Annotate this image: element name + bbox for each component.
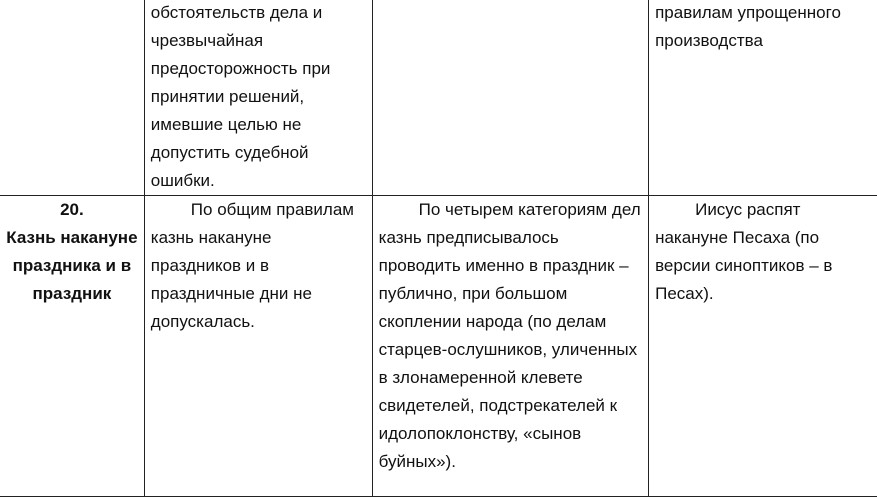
table-cell [144,196,372,497]
cell-text: По четырем категориям дел казнь предписывалось проводить именно в праздник – публично, при большом скоплении народа (по делам старцев-ослушников, уличенных в злонамеренной клевете свидетелей, подстрекателей к идолопоклонству, «сынов буйных»). [378,200,641,471]
table-cell [649,0,877,196]
cell-text: обстоятельств дела и чрезвычайная предосторожность при принятии решений, имевшие целью не допустить судебной ошибки. [150,3,331,190]
cell-text: Иисус распят накануне Песаха (по версии синоптиков – в Песах). [655,200,833,303]
cell-text: правилам упрощенного производства [655,3,841,50]
table-cell [649,196,877,497]
table-cell [372,0,648,196]
table-cell [144,0,372,196]
row-heading [6,196,138,308]
table-cell [372,196,648,497]
table-cell-row-label [0,0,144,196]
row-number: 20. [60,200,84,219]
table-row [0,0,877,196]
table-cell-row-label [0,196,144,497]
table-row [0,196,877,497]
row-title: Казнь накануне праздника и в праздник [6,228,138,303]
cell-text: По общим правилам казнь накануне праздников и в праздничные дни не допускалась. [150,200,354,331]
